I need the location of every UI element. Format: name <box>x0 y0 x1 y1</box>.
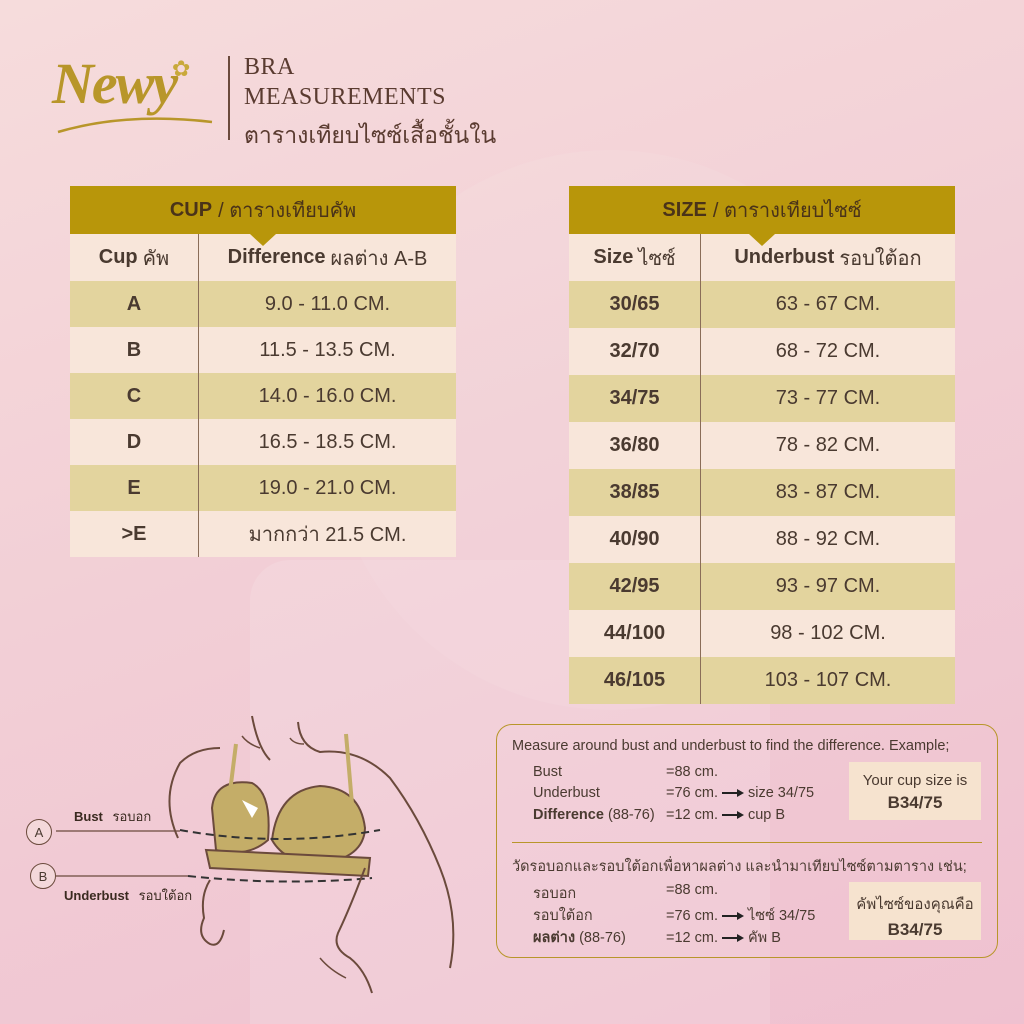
example-th-result-line1: คัพไซซ์ของคุณคือ <box>856 896 974 913</box>
cup-cell-key: D <box>70 419 199 465</box>
difference-col-header-en: Difference <box>227 246 326 268</box>
example-en-underbust-line <box>666 785 814 801</box>
size-cell-key: 38/85 <box>569 469 701 516</box>
size-table-row <box>569 516 955 563</box>
cup-col-header-en: Cup <box>98 246 138 268</box>
bust-label-en: Bust <box>74 809 103 824</box>
example-en-underbust-label: Underbust <box>533 785 600 801</box>
underbust-label-en: Underbust <box>64 888 129 903</box>
logo-text: Newy <box>52 51 177 116</box>
size-cell-key: 46/105 <box>569 657 701 704</box>
flower-icon: ✿ <box>172 56 191 81</box>
example-th-result-line2: B34/75 <box>887 920 943 939</box>
cup-title-th: / ตารางเทียบคัพ <box>218 200 357 222</box>
arrow-right-icon <box>722 934 744 942</box>
underbust-col-header-en: Underbust <box>734 246 835 268</box>
size-cell-key: 30/65 <box>569 281 701 328</box>
cup-col-header <box>70 234 199 281</box>
size-cell-value: 73 - 77 CM. <box>775 387 881 409</box>
example-en-diff-line <box>666 807 785 823</box>
size-cell-value: 88 - 92 CM. <box>775 528 881 550</box>
size-title-en: SIZE <box>662 198 707 221</box>
example-divider <box>512 842 982 843</box>
example-en-diff-result: cup B <box>747 807 786 823</box>
cup-table-row <box>70 465 456 511</box>
logo-swoosh-icon <box>56 114 216 136</box>
example-en-bust-label: Bust <box>533 764 563 780</box>
cup-table-row <box>70 327 456 373</box>
example-th-underbust-line <box>666 904 815 927</box>
size-cell-key: 40/90 <box>569 516 701 563</box>
size-title-th: / ตารางเทียบไซซ์ <box>712 200 862 222</box>
marker-a: A <box>26 819 52 845</box>
pointer-arrow-icon <box>250 234 276 246</box>
difference-col-header <box>199 234 456 281</box>
page-title <box>244 52 446 112</box>
size-cell-value: 68 - 72 CM. <box>775 340 881 362</box>
size-cell-value: 103 - 107 CM. <box>764 669 892 691</box>
example-th-underbust-value: =76 cm. <box>666 908 718 924</box>
example-th-intro: วัดรอบอกและรอบใต้อกเพื่อหาผลต่าง และนำมาเทียบไซซ์ตามตาราง เช่น; <box>512 859 967 875</box>
size-cell-value: 83 - 87 CM. <box>775 481 881 503</box>
size-table <box>569 186 955 704</box>
size-table-row <box>569 422 955 469</box>
size-table-row <box>569 657 955 704</box>
size-cell-value: 78 - 82 CM. <box>775 434 881 456</box>
cup-cell-value: 14.0 - 16.0 CM. <box>258 384 397 407</box>
example-en-intro: Measure around bust and underbust to find the difference. Example; <box>512 738 950 754</box>
example-en-result-line2: B34/75 <box>887 793 943 812</box>
example-th-diff-line <box>666 926 781 949</box>
example-th-diff-value: =12 cm. <box>666 930 718 946</box>
size-cell-key: 32/70 <box>569 328 701 375</box>
size-table-row <box>569 375 955 422</box>
cup-table-row <box>70 511 456 557</box>
underbust-label-th: รอบใต้อก <box>138 888 193 903</box>
body-figure-icon <box>20 708 470 1008</box>
size-col-header-en: Size <box>593 246 634 268</box>
cup-table <box>70 186 456 557</box>
size-cell-key: 36/80 <box>569 422 701 469</box>
bust-label-th: รอบอก <box>112 809 152 824</box>
arrow-right-icon <box>722 912 744 920</box>
bust-label <box>74 806 151 827</box>
example-en-underbust-result: size 34/75 <box>747 785 815 801</box>
example-th-result <box>849 882 981 940</box>
cup-col-header-th: คัพ <box>142 247 170 270</box>
cup-cell-value: 9.0 - 11.0 CM. <box>264 292 391 315</box>
pointer-arrow-icon <box>749 234 775 246</box>
size-table-row <box>569 328 955 375</box>
cup-cell-value: 11.5 - 13.5 CM. <box>259 338 396 361</box>
size-table-row <box>569 281 955 328</box>
cup-table-row <box>70 281 456 327</box>
arrow-right-icon <box>722 789 744 797</box>
cup-cell-key: C <box>70 373 199 419</box>
brand-logo <box>52 48 212 138</box>
example-th-bust-value: =88 cm. <box>666 882 718 898</box>
title-line-2: MEASUREMENTS <box>244 84 447 110</box>
difference-col-header-th: ผลต่าง A-B <box>330 247 428 270</box>
size-table-row <box>569 469 955 516</box>
cup-title-en: CUP <box>169 198 213 221</box>
example-en-diff-label-rest: (88-76) <box>607 807 655 823</box>
size-col-header <box>569 234 701 281</box>
example-en-result-line1: Your cup size is <box>862 772 968 789</box>
size-table-row <box>569 610 955 657</box>
example-th-diff-label-rest: (88-76) <box>579 930 626 946</box>
example-en-diff-value: =12 cm. <box>666 807 718 823</box>
example-en-diff-label-bold: Difference <box>533 807 604 823</box>
cup-cell-key: A <box>70 281 199 327</box>
example-en-diff-label <box>533 807 655 823</box>
example-th-diff-label-bold: ผลต่าง <box>533 930 576 946</box>
cup-cell-key: B <box>70 327 199 373</box>
example-en-result <box>849 762 981 820</box>
title-line-1: BRA <box>244 54 295 80</box>
example-th-underbust-result: ไซซ์ 34/75 <box>747 908 816 924</box>
size-cell-value: 63 - 67 CM. <box>775 293 881 315</box>
cup-cell-value: 16.5 - 18.5 CM. <box>258 430 397 453</box>
cup-cell-value: มากกว่า 21.5 CM. <box>248 524 407 546</box>
example-en-bust-value: =88 cm. <box>666 764 718 780</box>
marker-b: B <box>30 863 56 889</box>
example-th-diff-label <box>533 926 626 949</box>
size-cell-key: 34/75 <box>569 375 701 422</box>
size-cell-value: 98 - 102 CM. <box>770 622 886 644</box>
bra-illustration <box>20 708 470 1008</box>
example-th-underbust-label: รอบใต้อก <box>533 908 593 924</box>
cup-cell-key: E <box>70 465 199 511</box>
header-divider <box>228 56 230 140</box>
underbust-col-header-th: รอบใต้อก <box>839 247 922 270</box>
cup-cell-value: 19.0 - 21.0 CM. <box>258 476 397 499</box>
size-table-title <box>569 186 955 234</box>
page-title-thai: ตารางเทียบไซซ์เสื้อชั้นใน <box>244 122 497 148</box>
arrow-right-icon <box>722 811 744 819</box>
cup-table-row <box>70 373 456 419</box>
size-cell-key: 42/95 <box>569 563 701 610</box>
example-th-diff-result: คัพ B <box>747 930 781 946</box>
size-col-header-th: ไซซ์ <box>638 247 676 270</box>
underbust-label <box>64 885 192 906</box>
underbust-col-header <box>701 234 955 281</box>
cup-table-title <box>70 186 456 234</box>
cup-table-row <box>70 419 456 465</box>
example-en-underbust-value: =76 cm. <box>666 785 718 801</box>
size-table-row <box>569 563 955 610</box>
example-th-bust-label: รอบอก <box>533 886 577 902</box>
cup-cell-key: >E <box>70 511 199 557</box>
size-cell-key: 44/100 <box>569 610 701 657</box>
size-cell-value: 93 - 97 CM. <box>775 575 881 597</box>
